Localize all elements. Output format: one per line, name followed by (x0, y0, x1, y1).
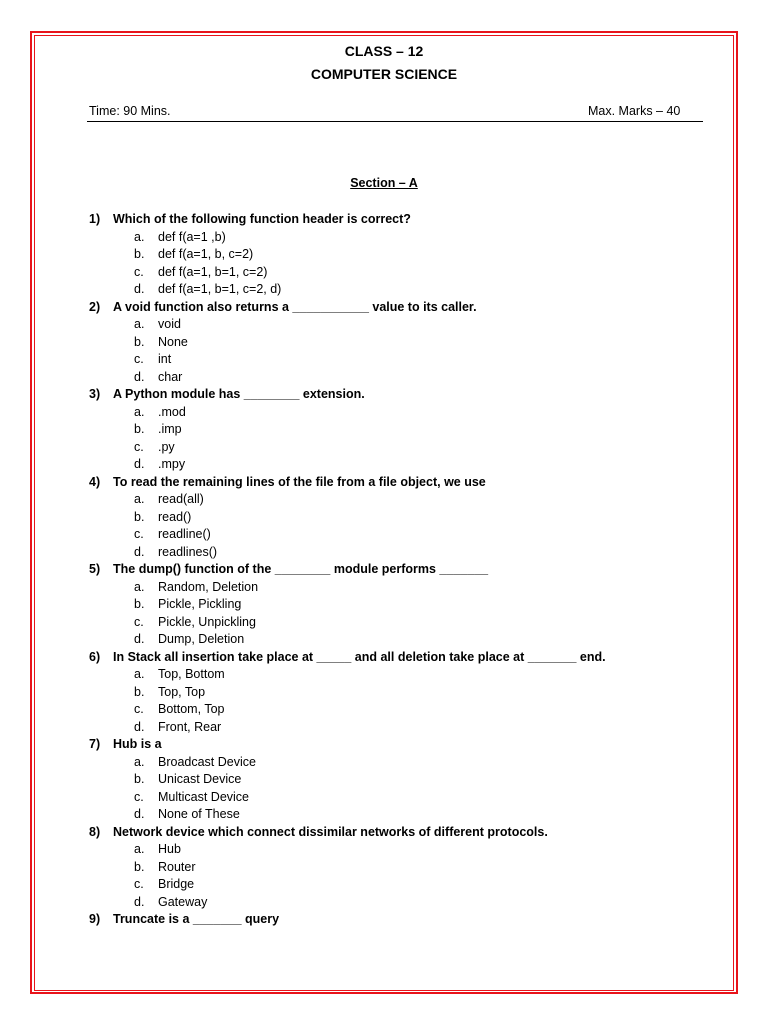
option-text: Unicast Device (158, 772, 242, 786)
option-text: def f(a=1, b, c=2) (158, 247, 254, 261)
question-7 (89, 736, 729, 754)
question-2 (89, 299, 729, 317)
option-item (89, 491, 729, 509)
option-letter: d. (134, 632, 145, 646)
option-item (89, 806, 729, 824)
question-number: 2) (89, 299, 101, 314)
option-text: .mod (158, 404, 186, 419)
option-text: Bridge (158, 877, 195, 891)
question-number: 6) (89, 649, 101, 664)
question-number: 1) (89, 212, 101, 226)
option-letter: c. (134, 614, 144, 629)
option-letter: a. (134, 667, 145, 681)
option-text: Hub (158, 842, 181, 856)
question-number: 3) (89, 387, 101, 401)
question-5 (89, 561, 729, 579)
time-label: Time: 90 Mins. (89, 104, 171, 118)
option-letter: a. (134, 754, 145, 769)
option-letter: a. (134, 579, 145, 594)
option-text: Gateway (158, 894, 208, 909)
option-text: None (158, 334, 188, 349)
subject-heading: COMPUTER SCIENCE (310, 66, 458, 82)
option-text: .mpy (158, 457, 186, 471)
option-letter: c. (134, 264, 144, 279)
option-item (89, 351, 729, 369)
option-letter: d. (134, 457, 145, 471)
option-item (89, 369, 729, 387)
option-item (89, 439, 729, 457)
option-item (89, 421, 729, 439)
option-item (89, 631, 729, 649)
header-divider (87, 121, 703, 122)
question-text: To read the remaining lines of the file from a file object, we use (113, 474, 486, 489)
option-text: def f(a=1, b=1, c=2, d) (158, 282, 282, 296)
question-text: Network device which connect dissimilar networks of different protocols. (113, 824, 548, 839)
option-letter: d. (134, 544, 145, 559)
question-text: A Python module has ________ extension. (113, 387, 365, 401)
question-1 (89, 211, 729, 229)
option-letter: d. (134, 894, 145, 909)
question-text: Which of the following function header is correct? (113, 212, 411, 226)
question-4 (89, 474, 729, 492)
option-letter: a. (134, 229, 145, 244)
option-text: Random, Deletion (158, 579, 259, 594)
option-letter: b. (134, 247, 145, 261)
option-item (89, 876, 729, 894)
option-item (89, 754, 729, 772)
option-item (89, 841, 729, 859)
option-text: Broadcast Device (158, 754, 256, 769)
option-letter: a. (134, 317, 145, 331)
option-text: .py (158, 439, 175, 454)
option-text: Front, Rear (158, 719, 222, 734)
question-list (89, 211, 729, 929)
option-item (89, 666, 729, 684)
option-text: char (158, 369, 183, 384)
option-letter: d. (134, 282, 145, 296)
option-item (89, 894, 729, 912)
option-item (89, 246, 729, 264)
option-text: Bottom, Top (158, 702, 225, 716)
option-text: readline() (158, 527, 211, 541)
option-text: int (158, 352, 172, 366)
option-item (89, 544, 729, 562)
question-6 (89, 649, 729, 667)
option-text: Router (158, 859, 196, 874)
option-text: read(all) (158, 492, 204, 506)
option-letter: a. (134, 404, 145, 419)
option-letter: b. (134, 509, 145, 524)
option-item (89, 509, 729, 527)
question-3 (89, 386, 729, 404)
option-text: def f(a=1, b=1, c=2) (158, 264, 268, 279)
option-letter: c. (134, 702, 144, 716)
question-text: Hub is a (113, 737, 162, 751)
option-item (89, 719, 729, 737)
option-text: def f(a=1 ,b) (158, 229, 226, 244)
option-letter: c. (134, 877, 144, 891)
option-letter: b. (134, 334, 145, 349)
option-item (89, 859, 729, 877)
option-letter: a. (134, 492, 145, 506)
question-text: Truncate is a _______ query (113, 912, 280, 926)
option-letter: b. (134, 772, 145, 786)
option-text: Top, Bottom (158, 667, 225, 681)
question-number: 9) (89, 912, 101, 926)
question-text: In Stack all insertion take place at _____ and all deletion take place at _______ end. (113, 649, 606, 664)
option-item (89, 526, 729, 544)
question-number: 8) (89, 824, 101, 839)
option-item (89, 404, 729, 422)
option-text: Pickle, Unpickling (158, 614, 256, 629)
option-text: None of These (158, 807, 240, 821)
option-item (89, 316, 729, 334)
option-item (89, 596, 729, 614)
option-item (89, 264, 729, 282)
option-letter: b. (134, 422, 145, 436)
option-text: Multicast Device (158, 789, 249, 804)
question-number: 5) (89, 562, 101, 576)
option-letter: c. (134, 352, 144, 366)
option-item (89, 614, 729, 632)
option-letter: d. (134, 369, 145, 384)
section-title: Section – A (350, 176, 418, 190)
question-text: A void function also returns a ___________ value to its caller. (113, 299, 477, 314)
option-item (89, 579, 729, 597)
option-letter: d. (134, 719, 145, 734)
question-9 (89, 911, 729, 929)
max-marks-label: Max. Marks – 40 (588, 104, 681, 118)
option-letter: a. (134, 842, 145, 856)
option-text: readlines() (158, 544, 218, 559)
option-letter: c. (134, 527, 144, 541)
option-item (89, 229, 729, 247)
question-number: 4) (89, 474, 101, 489)
option-letter: b. (134, 597, 145, 611)
option-item (89, 334, 729, 352)
option-item (89, 701, 729, 719)
question-number: 7) (89, 737, 101, 751)
option-text: .imp (158, 422, 182, 436)
option-item (89, 456, 729, 474)
option-item (89, 281, 729, 299)
option-item (89, 684, 729, 702)
option-letter: b. (134, 684, 145, 699)
option-item (89, 789, 729, 807)
option-text: Pickle, Pickling (158, 597, 242, 611)
class-heading: CLASS – 12 (344, 43, 424, 59)
option-text: Dump, Deletion (158, 632, 245, 646)
option-letter: b. (134, 859, 145, 874)
question-text: The dump() function of the ________ module performs _______ (113, 562, 489, 576)
option-text: Top, Top (158, 684, 206, 699)
option-text: void (158, 317, 181, 331)
option-text: read() (158, 509, 192, 524)
question-8 (89, 824, 729, 842)
option-item (89, 771, 729, 789)
option-letter: d. (134, 807, 145, 821)
option-letter: c. (134, 789, 144, 804)
option-letter: c. (134, 439, 144, 454)
